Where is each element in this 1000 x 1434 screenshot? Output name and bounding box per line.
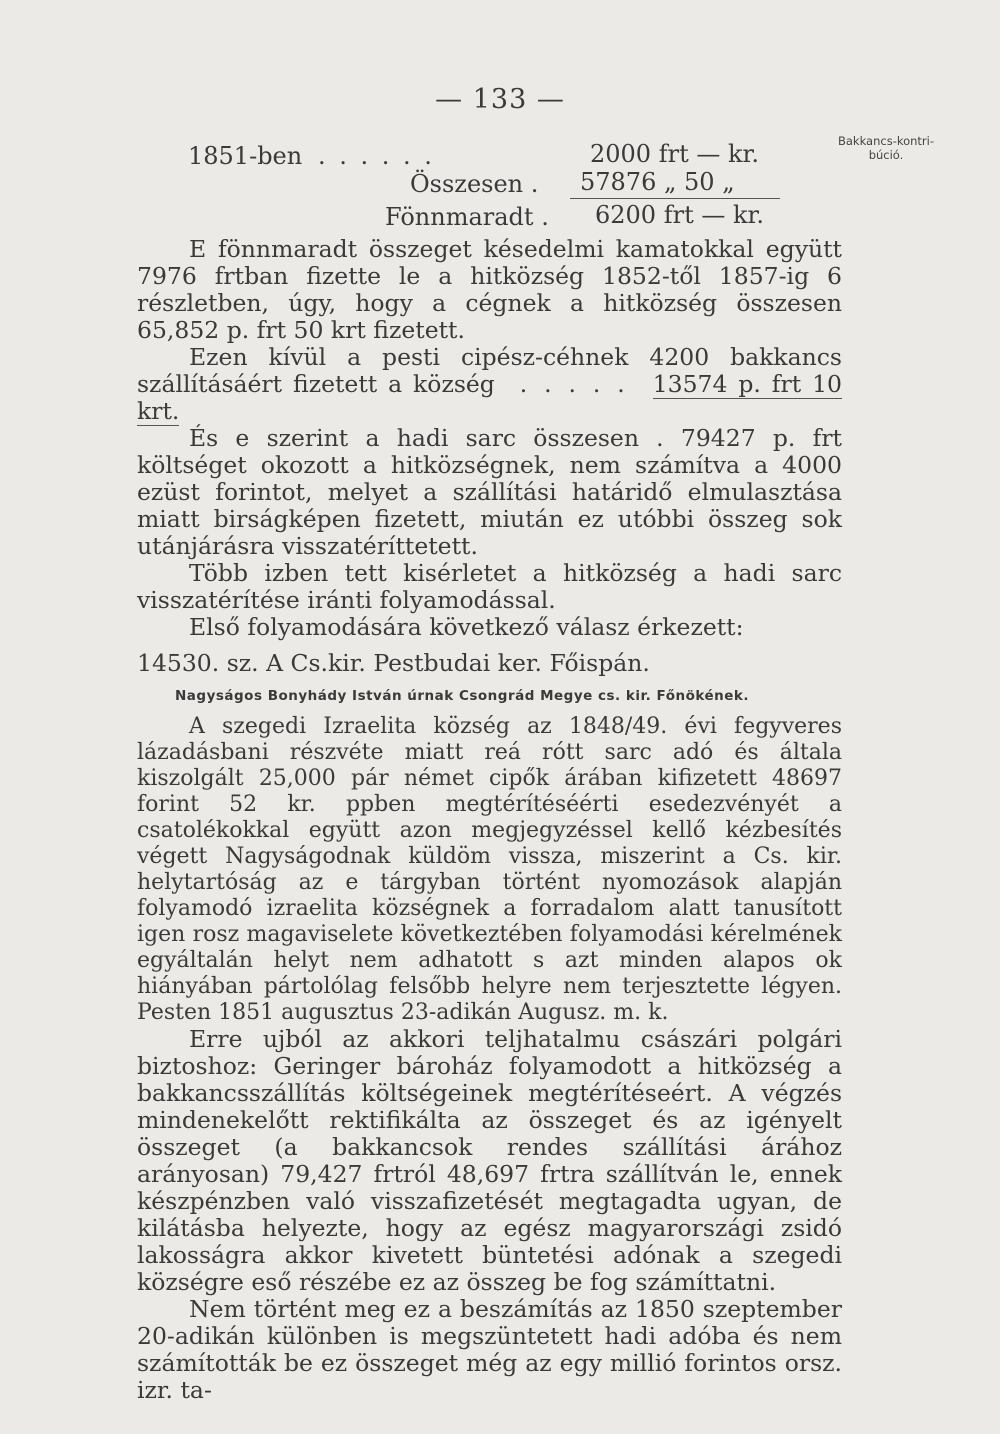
paragraph-2-value: 13574 p. frt 10 krt. bbox=[137, 370, 842, 425]
paragraph-2-dots: . . . . . bbox=[519, 370, 628, 398]
margin-note: Bakkancs-kontri-búció. bbox=[837, 134, 934, 162]
page-number: — 133 — bbox=[435, 84, 565, 115]
paragraph-5: Első folyamodására következő válasz érkezett: bbox=[189, 613, 744, 641]
paragraph-7: Nem történt meg ez a beszámítás az 1850 szeptember 20-adikán különben is megszüntetett hadi adóba és nem számították be ez összeget még az egy millió forintos orsz. izr. ta- bbox=[137, 1295, 842, 1404]
paragraph-3 bbox=[137, 425, 842, 560]
ledger-row1-value: 2000 frt — kr. bbox=[590, 140, 759, 168]
reference-line: 14530. sz. A Cs.kir. Pestbudai ker. Főispán. bbox=[137, 649, 650, 677]
ledger-row3-label: Fönnmaradt . bbox=[385, 203, 549, 231]
ledger-row2-label: Összesen . bbox=[410, 170, 539, 198]
address-line: Nagyságos Bonyhády István úrnak Csongrád Megye cs. kir. Főnökének. bbox=[175, 688, 749, 704]
paragraph-2 bbox=[137, 344, 842, 425]
paragraph-3-rest: 79427 p. frt költséget okozott a hitközségnek, nem számítva a 4000 ezüst forintot, melyet a szállítási határidő elmulasztása miatt birságképen fizetett, miután ez utóbbi összeg sok utánjárásra visszatéríttetett. bbox=[137, 424, 842, 560]
paragraph-3-text: És e szerint a hadi sarc összesen . bbox=[189, 424, 664, 452]
body-text bbox=[137, 236, 842, 1404]
paragraph-4: Több izben tett kisérletet a hitközség a hadi sarc visszatérítése iránti folyamodással. bbox=[137, 559, 842, 614]
paragraph-1: E fönnmaradt összeget késedelmi kamatokkal együtt 7976 frtban fizette le a hitközség 1852-től 1857-ig 6 részletben, úgy, hogy a cégnek a hitközség összesen 65,852 p. frt 50 krt fizetett. bbox=[137, 235, 842, 344]
ledger-row2-value: 57876 „ 50 „ bbox=[580, 168, 735, 196]
letter-text: A szegedi Izraelita község az 1848/49. évi fegyveres lázadásbani részvéte miatt reá rótt sarc adó és általa kiszolgált 25,000 pár német cipők árában kifizetett 48697 forint 52 kr. ppben megtérítéséérti esedezvényét a csatolékokkal együtt azon megjegyzéssel kellő kézbesítés végett Nagyságodnak küldöm vissza, miszerint a Cs. kir. helytartóság az e tárgyban történt nyomozások alapján folyamodó izraelita községnek a forradalom alatt tanusított igen rosz magaviselete következtében folyamodási kérelmének egyáltalán helyt nem adhatott s azt minden alapos ok hiányában pártolólag felsőbb helyre nem terjesztette légyen. Pesten 1851 augusztus 23-adikán Augusz. m. k. bbox=[137, 714, 842, 1025]
ledger-row3-value: 6200 frt — kr. bbox=[595, 201, 764, 229]
ledger-row1-dots: . . . . . . bbox=[318, 142, 435, 170]
ledger-row1-label: 1851-ben bbox=[188, 142, 303, 170]
paragraph-6: Erre ujból az akkori teljhatalmu császári polgári biztoshoz: Geringer bároház folyamodott a hitközség a bakkancsszállítás költségeinek megtérítéseért. A végzés mindenekelőtt rektifikálta az összeget és az igényelt összeget (a bakkancsok rendes szállítási árához arányosan) 79,427 frtról 48,697 frtra szállítván le, ennek készpénzben való visszafizetését megtagadta ugyan, de kilátásba helyezte, hogy az egész magyarországi zsidó lakosságra akkor kivetett büntetési adónak a szegedi községre eső részébe ez az összeg be fog számíttatni. bbox=[137, 1025, 842, 1296]
sum-rule bbox=[570, 198, 780, 199]
paragraph-2-text: Ezen kívül a pesti cipész-céhnek 4200 bakkancs szállításáért fizetett a község bbox=[137, 343, 842, 398]
